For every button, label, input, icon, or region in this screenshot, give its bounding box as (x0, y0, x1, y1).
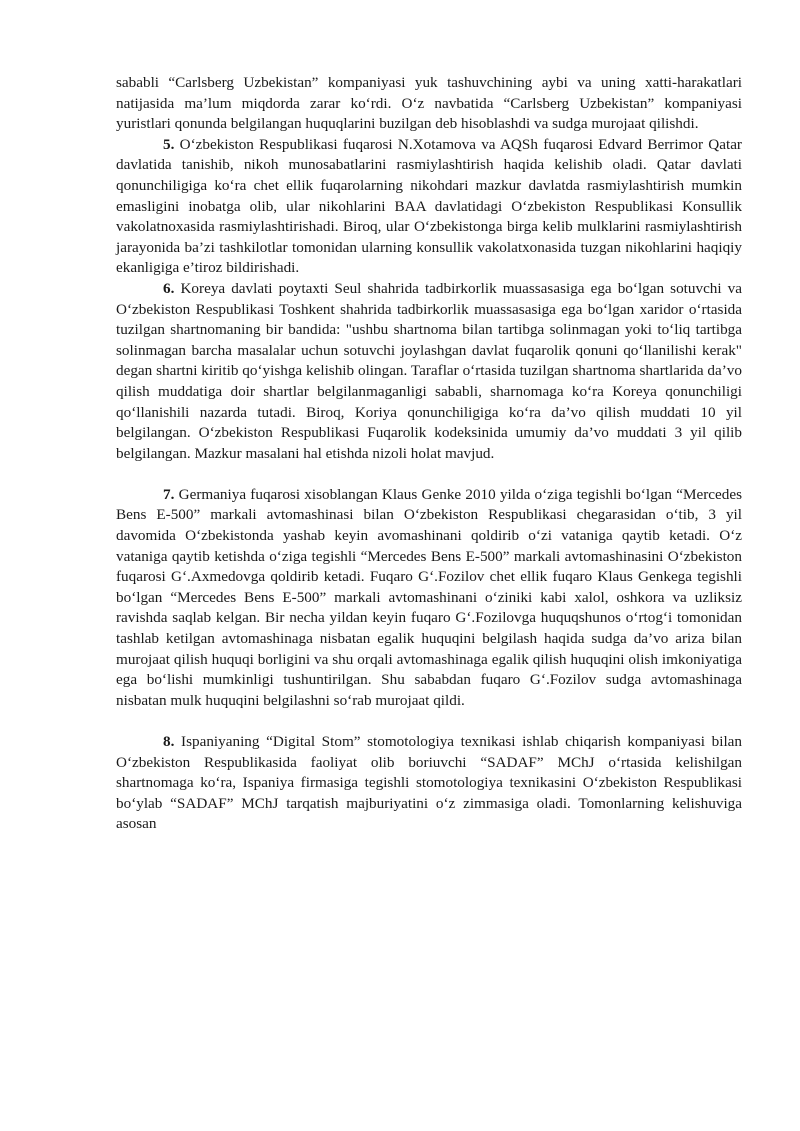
paragraph-text: Germaniya fuqarosi xisoblangan Klaus Genke 2010 yilda o‘ziga tegishli bo‘lgan “Mercedes Bens E-500” markali avtomashinasi bilan O‘zbekiston Respublikasi chegarasidan o‘tib, 3 yil davomida O‘zbekistonda yashab keyin avomashinani qoldirib o‘zi vataniga qaytib ketadi. O‘z vataniga qaytib ketishda o‘ziga tegishli “Mercedes Bens E-500” markali avtomashinasini O‘zbekiston fuqarosi G‘.Axmedovga qoldirib ketadi. Fuqaro G‘.Fozilov chet ellik fuqaro Klaus Genkega tegishli bo‘lgan “Mercedes Bens E-500” markali avtomashinani o‘ziniki kabi xalol, oshkora va uzliksiz ravishda saqlab kelgan. Bir necha yildan keyin fuqaro G‘.Fozilovga huquqshunos o‘rtog‘i tomonidan tashlab ketilgan avtomashinaga nisbatan egalik huquqini belgilash haqida sudga da’vo ariza bilan murojaat qilish huquqi borligini va shu orqali avtomashinaga egalik qilish huquqini olish imkoniyatiga ega bo‘lishi mumkinligi tushuntirilgan. Shu sababdan fuqaro G‘.Fozilov sudga avtomashinaga nisbatan mulk huquqini belgilashni so‘rab murojaat qildi. (116, 485, 742, 709)
document-page (116, 73, 742, 835)
paragraph-number: 7. (163, 485, 175, 503)
paragraph-item-6 (116, 279, 742, 464)
paragraph-text: sababli “Carlsberg Uzbekistan” kompaniyasi yuk tashuvchining aybi va uning xatti-harakatlari natijasida ma’lum miqdorda zarar ko‘rdi. O‘z navbatida “Carlsberg Uzbekistan” kompaniyasi yuristlari qonunda belgilangan huquqlarini buzilgan deb hisoblashdi va sudga murojaat qilishdi. (116, 74, 742, 133)
paragraph-continuation (116, 73, 742, 135)
paragraph-item-7 (116, 485, 742, 712)
paragraph-item-8 (116, 732, 742, 835)
paragraph-text: Ispaniyaning “Digital Stom” stomotologiya texnikasi ishlab chiqarish kompaniyasi bilan O‘zbekiston Respublikasida faoliyat olib boriuvchi “SADAF” MChJ o‘rtasida kelishilgan shartnomaga ko‘ra, Ispaniya firmasiga tegishli stomotologiya texnikasini O‘zbekiston Respublikasi bo‘ylab “SADAF” MChJ tarqatish majburiyatini o‘z zimmasiga oladi. Tomonlarning kelishuviga asosan (116, 733, 742, 833)
paragraph-item-5 (116, 135, 742, 279)
paragraph-number: 5. (163, 135, 175, 153)
paragraph-number: 6. (163, 279, 175, 297)
paragraph-text: Koreya davlati poytaxti Seul shahrida tadbirkorlik muassasasiga ega bo‘lgan sotuvchi va O‘zbekiston Respublikasi Toshkent shahrida tadbirkorlik muassasasiga ega bo‘lgan xaridor o‘rtasida tuzilgan shartnomaning bir bandida: "ushbu shartnoma bilan tartibga solinmagan yoki to‘liq tartibga solinmagan barcha masalalar uchun sotuvchi joylashgan davlat fuqarolik qonuni qo‘llanilishi kerak" degan shartni kiritib qo‘yishga kelishib olingan. Taraflar o‘rtasida tuzilgan shartnoma shartlarida da’vo qilish muddatiga doir shartlar belgilanmaganligi sababli, sharnomaga ko‘ra Koreya qonunchiligi qo‘llanishili nazarda tutadi. Biroq, Koriya qonunchiligiga ko‘ra da’vo qilish muddati 10 yil belgilangan. O‘zbekiston Respublikasi Fuqarolik kodeksinida umumiy da’vo muddati 3 yil qilib belgilangan. Mazkur masalani hal etishda nizoli holat mavjud. (116, 279, 743, 462)
paragraph-number: 8. (163, 733, 175, 750)
paragraph-text: O‘zbekiston Respublikasi fuqarosi N.Xotamova va AQSh fuqarosi Edvard Berrimor Qatar davlatida tanishib, nikoh munosabatlarini rasmiylashtirish haqida kelishib oladi. Qatar davlati qonunchiligiga ko‘ra chet ellik fuqarolarning nikohdari mazkur davlatda rasmiylashtirish mumkin emasligini inobatga olib, ular nikohlarini BAA davlatidagi O‘zbekiston Respublikasi Konsullik vakolatnoxasida rasmiylashtirishadi. Biroq, ular O‘zbekistonga birga kelib mulklarini rasmiylashtirish jarayonida ba’zi tashkilotlar tomonidan ularning konsullik vakolatxonasida tuzgan nikohlarini haqiqiy ekanligiga e’tiroz bildirishadi. (116, 135, 742, 277)
